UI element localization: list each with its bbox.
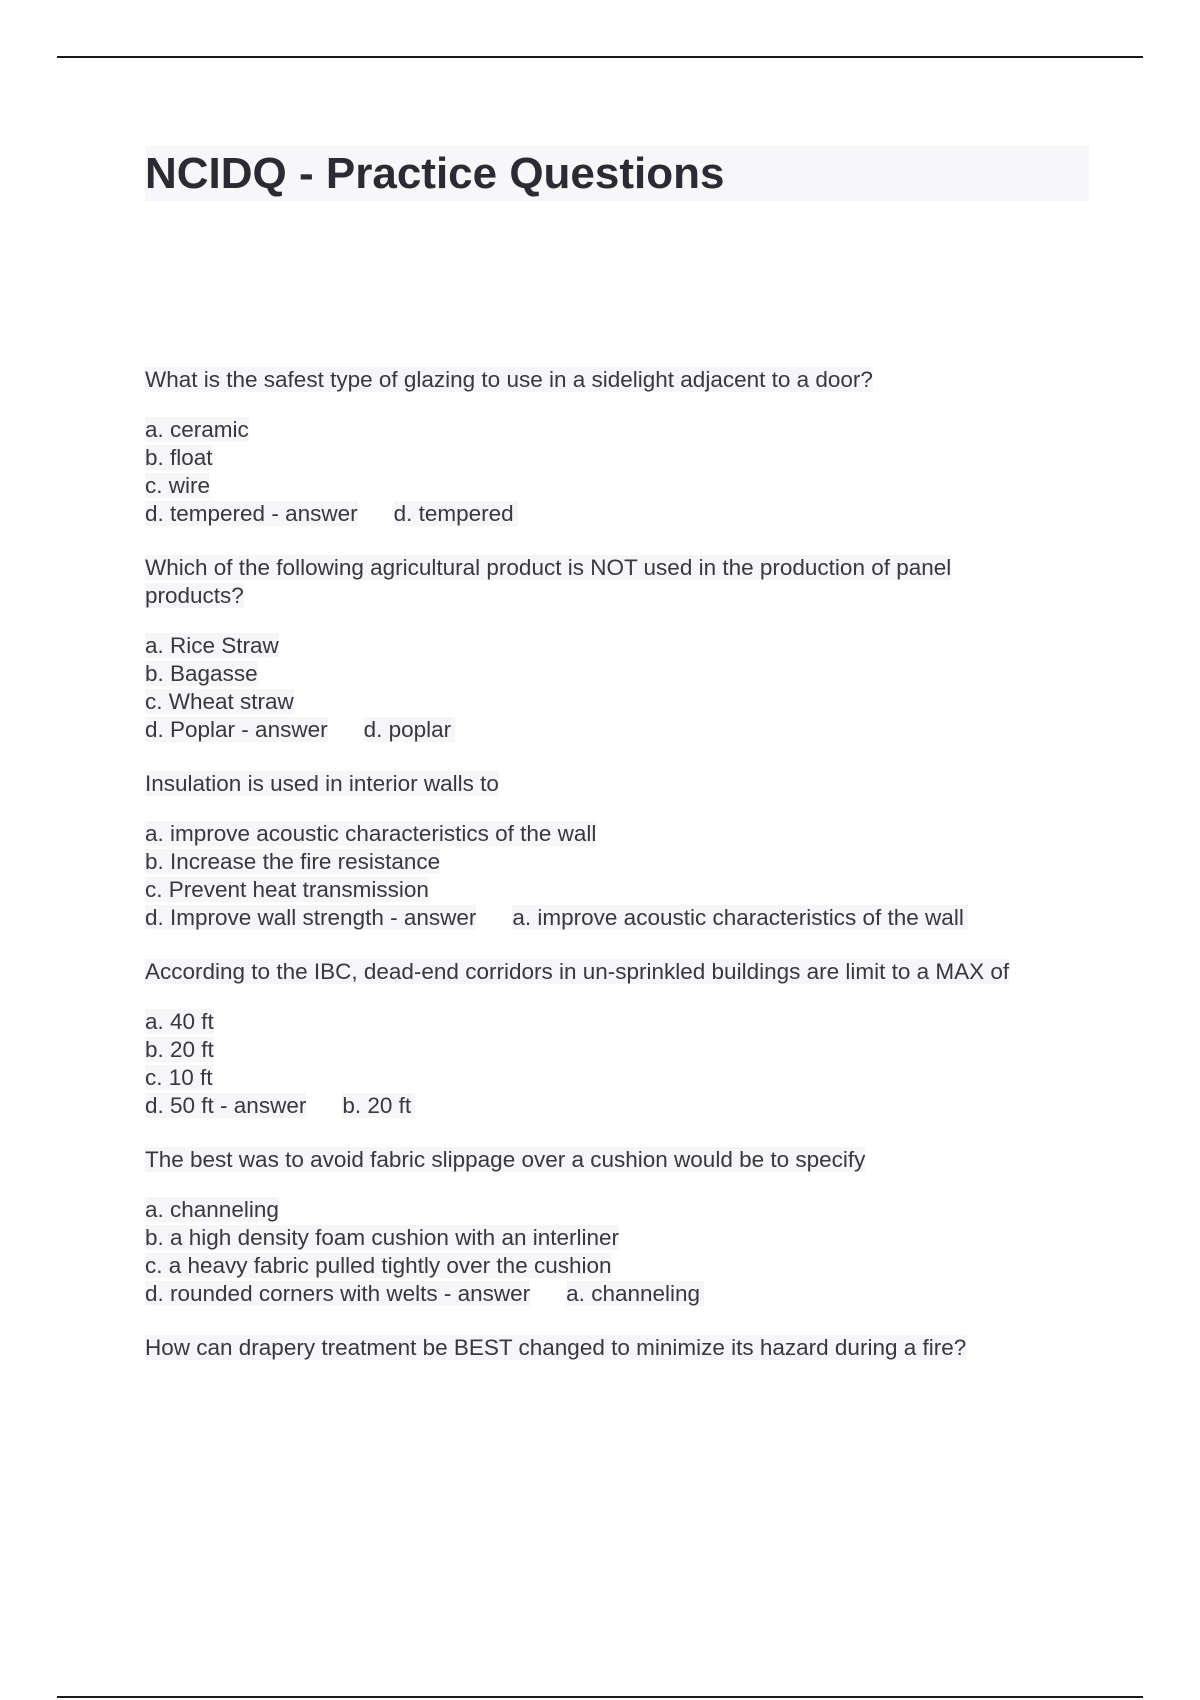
option-d: d. rounded corners with welts - answer a. channeling — [145, 1280, 1145, 1308]
option-c: c. a heavy fabric pulled tightly over the cushion — [145, 1253, 612, 1278]
correct-answer: d. tempered — [394, 501, 518, 526]
option-d: d. 50 ft - answer b. 20 ft — [145, 1092, 1145, 1120]
question-list — [145, 366, 1145, 1388]
option-c: c. Prevent heat transmission — [145, 877, 429, 902]
option-a: a. Rice Straw — [145, 633, 279, 658]
question-text: What is the safest type of glazing to use in a sidelight adjacent to a door? — [145, 367, 873, 392]
question-text: According to the IBC, dead-end corridors in un-sprinkled buildings are limit to a MAX of — [145, 959, 1010, 984]
page-title: NCIDQ - Practice Questions — [145, 149, 725, 198]
question-block — [145, 1334, 1145, 1362]
question-text: The best was to avoid fabric slippage over a cushion would be to specify — [145, 1147, 866, 1172]
option-c: c. 10 ft — [145, 1065, 213, 1090]
question-block — [145, 958, 1145, 1120]
option-b: b. Bagasse — [145, 661, 258, 686]
question-text: Which of the following agricultural product is NOT used in the production of panel products? — [145, 555, 952, 608]
option-c: c. wire — [145, 473, 211, 498]
option-a: a. improve acoustic characteristics of the wall — [145, 821, 597, 846]
question-block — [145, 1146, 1145, 1308]
option-b: b. Increase the fire resistance — [145, 849, 441, 874]
correct-answer: d. poplar — [364, 717, 456, 742]
footer-rule — [57, 1696, 1143, 1698]
correct-answer: a. channeling — [566, 1281, 704, 1306]
option-d: d. Poplar - answer d. poplar — [145, 716, 1145, 744]
option-d: d. tempered - answer d. tempered — [145, 500, 1145, 528]
option-a: a. ceramic — [145, 417, 249, 442]
correct-answer: b. 20 ft — [342, 1093, 415, 1118]
header-rule — [57, 56, 1143, 58]
answer-options — [145, 416, 1145, 528]
answer-options — [145, 820, 1145, 932]
title-block — [145, 146, 1089, 202]
answer-options — [145, 1196, 1145, 1308]
option-d: d. Improve wall strength - answer a. improve acoustic characteristics of the wall — [145, 904, 1145, 932]
option-c: c. Wheat straw — [145, 689, 294, 714]
option-a: a. channeling — [145, 1197, 279, 1222]
option-b: b. float — [145, 445, 213, 470]
question-text: How can drapery treatment be BEST changed to minimize its hazard during a fire? — [145, 1335, 967, 1360]
answer-options — [145, 632, 1145, 744]
answer-options — [145, 1008, 1145, 1120]
option-b: b. a high density foam cushion with an interliner — [145, 1225, 620, 1250]
question-block — [145, 366, 1145, 528]
question-block — [145, 770, 1145, 932]
question-text: Insulation is used in interior walls to — [145, 771, 499, 796]
option-b: b. 20 ft — [145, 1037, 214, 1062]
option-a: a. 40 ft — [145, 1009, 214, 1034]
question-block — [145, 554, 1145, 744]
correct-answer: a. improve acoustic characteristics of the wall — [512, 905, 967, 930]
